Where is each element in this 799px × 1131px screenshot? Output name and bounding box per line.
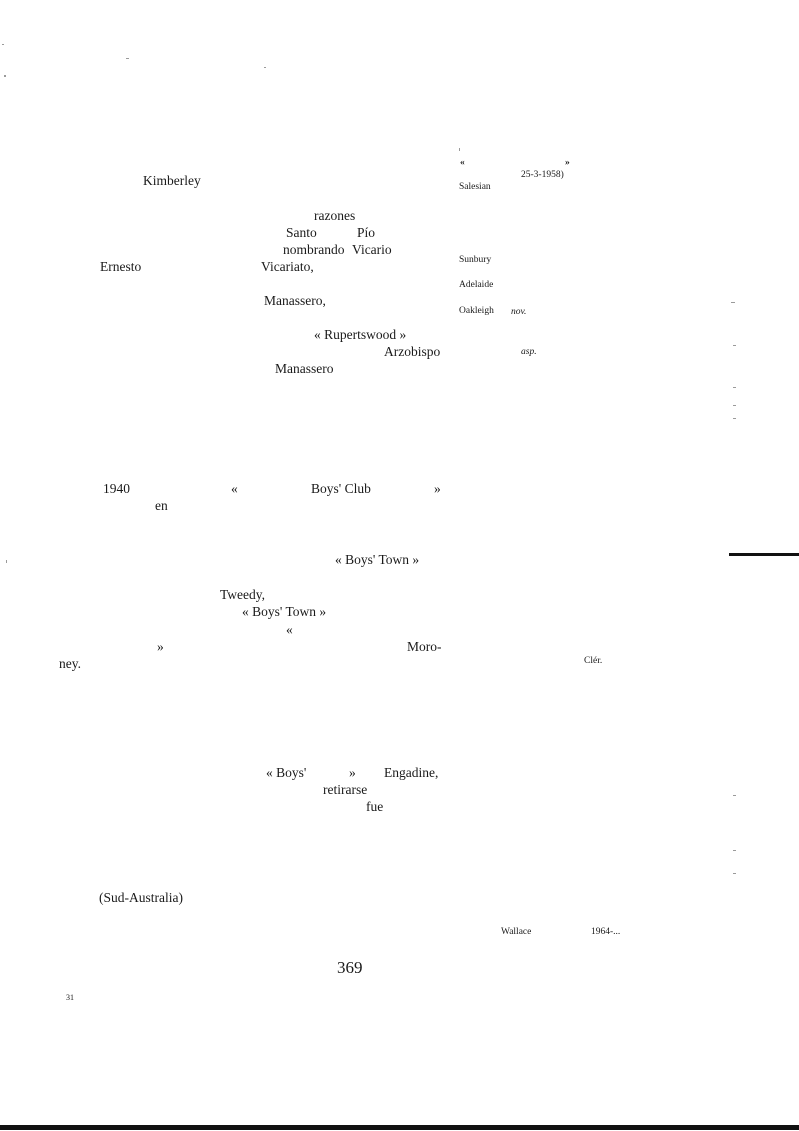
note-adelaide: Adelaide	[459, 280, 494, 290]
word-kimberley: Kimberley	[143, 173, 201, 188]
note-nov: nov.	[511, 307, 527, 317]
word-open-quote-1: «	[231, 481, 238, 496]
word-ney: ney.	[59, 656, 81, 671]
word-rupertswood: « Rupertswood »	[314, 327, 407, 342]
signature-mark: 31	[66, 993, 74, 1002]
word-manassero-1: Manassero,	[264, 293, 326, 308]
note-date: 25-3-1958)	[521, 170, 564, 180]
word-close-quote-1: »	[434, 481, 441, 496]
word-open-quote-2: «	[286, 622, 293, 637]
scan-speck	[733, 795, 736, 796]
note-cler: Clér.	[584, 656, 603, 666]
word-boys-town-2: « Boys' Town »	[242, 604, 327, 619]
word-boys-town-1: « Boys' Town »	[335, 552, 420, 567]
note-close-quote: »	[565, 158, 570, 168]
scan-speck	[733, 387, 736, 388]
page-number: 369	[337, 958, 363, 977]
scan-speck	[4, 75, 6, 77]
bottom-edge-rule	[0, 1125, 799, 1130]
word-boys-open: « Boys'	[266, 765, 307, 780]
word-fue: fue	[366, 799, 384, 814]
note-wallace: Wallace	[501, 927, 532, 937]
scan-speck	[459, 148, 460, 151]
scan-speck	[126, 58, 129, 59]
word-razones: razones	[314, 208, 356, 223]
word-moro: Moro-	[407, 639, 442, 654]
word-ernesto: Ernesto	[100, 259, 142, 274]
word-close-quote-3: »	[349, 765, 356, 780]
word-pio: Pío	[357, 225, 376, 240]
word-manassero-2: Manassero	[275, 361, 334, 376]
scan-speck	[2, 44, 4, 45]
note-1964: 1964-...	[591, 927, 621, 937]
word-1940: 1940	[103, 481, 130, 496]
scan-speck	[733, 873, 736, 874]
word-engadine: Engadine,	[384, 765, 439, 780]
word-vicariato: Vicariato,	[261, 259, 314, 274]
scan-speck	[733, 345, 736, 346]
word-retirarse: retirarse	[323, 782, 368, 797]
word-santo: Santo	[286, 225, 317, 240]
note-sunbury: Sunbury	[459, 255, 492, 265]
scan-speck	[733, 418, 736, 419]
word-arzobispo: Arzobispo	[384, 344, 441, 359]
word-nombrando: nombrando	[283, 242, 345, 257]
note-open-quote: «	[460, 158, 465, 168]
word-tweedy: Tweedy,	[220, 587, 266, 602]
scan-speck	[731, 302, 735, 303]
scan-speck	[264, 67, 266, 68]
word-boys-club: Boys' Club	[311, 481, 371, 496]
scan-speck	[6, 560, 7, 563]
word-en: en	[155, 498, 168, 513]
word-sud-australia: (Sud-Australia)	[99, 890, 183, 905]
note-asp: asp.	[521, 347, 537, 357]
right-margin-rule	[729, 553, 799, 556]
note-salesian: Salesian	[459, 182, 491, 192]
scan-speck	[733, 850, 736, 851]
note-oakleigh: Oakleigh	[459, 306, 494, 316]
scan-speck	[733, 405, 736, 406]
word-close-quote-2: »	[157, 639, 164, 654]
word-vicario: Vicario	[352, 242, 392, 257]
